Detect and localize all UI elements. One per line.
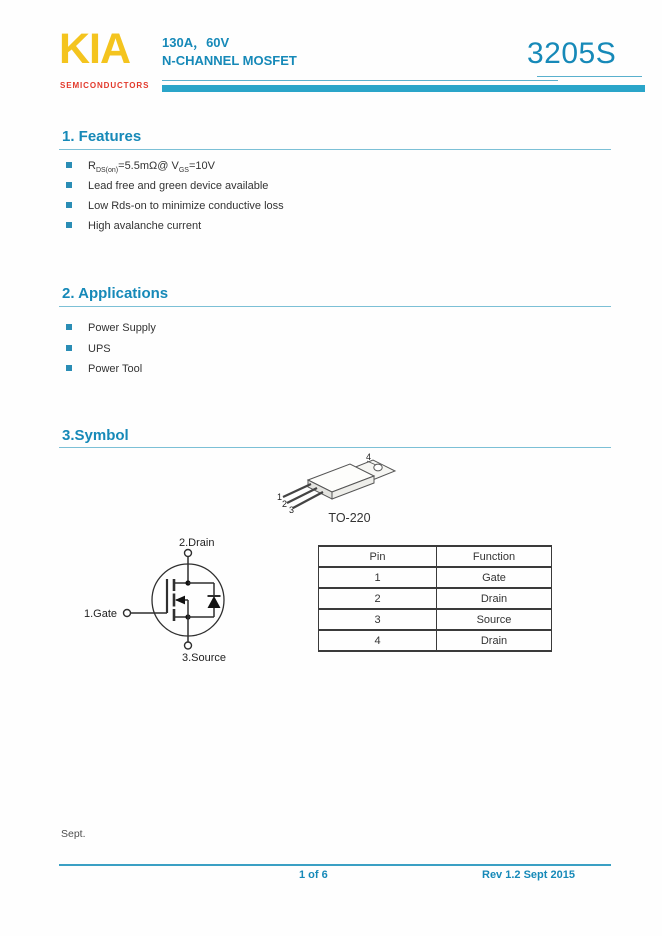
application-text: UPS bbox=[88, 343, 111, 355]
applications-heading: 2. Applications bbox=[62, 285, 169, 302]
features-heading: 1. Features bbox=[62, 128, 142, 145]
pin-cell: 1 bbox=[319, 567, 437, 588]
mosfet-symbol-drawing bbox=[72, 534, 252, 669]
feature-item bbox=[66, 220, 201, 232]
device-type: N-CHANNEL MOSFET bbox=[162, 53, 297, 68]
device-summary bbox=[162, 34, 297, 70]
applications-rule bbox=[59, 306, 611, 307]
part-number: 3205S bbox=[527, 37, 617, 70]
header-rule-thin bbox=[162, 80, 558, 81]
device-rating: 130A，60V bbox=[162, 35, 230, 50]
pin-cell: 3 bbox=[319, 609, 437, 630]
source-terminal bbox=[185, 642, 192, 649]
header-rule-thick bbox=[162, 85, 645, 92]
feature-text: Low Rds-on to minimize conductive loss bbox=[88, 200, 284, 212]
function-column-header: Function bbox=[437, 546, 552, 567]
page-number: 1 of 6 bbox=[299, 869, 328, 881]
lead-1 bbox=[283, 484, 311, 497]
lead-3 bbox=[293, 492, 323, 508]
drain-label: 2.Drain bbox=[179, 537, 215, 549]
pin2-label: 2 bbox=[282, 499, 288, 509]
application-text: Power Tool bbox=[88, 363, 143, 375]
revision-label: Rev 1.2 Sept 2015 bbox=[482, 869, 575, 881]
application-text: Power Supply bbox=[88, 322, 156, 334]
feature-item bbox=[66, 200, 284, 212]
gate-terminal bbox=[124, 610, 131, 617]
table-header-row bbox=[319, 546, 552, 567]
application-item bbox=[66, 322, 156, 334]
application-item bbox=[66, 343, 111, 355]
feature-item bbox=[66, 160, 215, 174]
bullet-square-icon bbox=[66, 345, 72, 351]
bullet-square-icon bbox=[66, 182, 72, 188]
tab-hole bbox=[374, 464, 382, 471]
bullet-square-icon bbox=[66, 162, 72, 168]
function-cell: Drain bbox=[437, 588, 552, 609]
bullet-square-icon bbox=[66, 222, 72, 228]
diode-triangle bbox=[208, 596, 221, 608]
brand-logo-subtitle: SEMICONDUCTORS bbox=[60, 81, 150, 90]
table-row bbox=[319, 588, 552, 609]
brand-logo: KIA bbox=[59, 25, 131, 73]
feature-item bbox=[66, 180, 268, 192]
bullet-square-icon bbox=[66, 324, 72, 330]
footer-rule bbox=[59, 864, 611, 866]
source-label: 3.Source bbox=[182, 652, 227, 664]
drain-terminal bbox=[185, 550, 192, 557]
table-row bbox=[319, 609, 552, 630]
pin4-label: 4 bbox=[366, 452, 372, 462]
pin-cell: 2 bbox=[319, 588, 437, 609]
bullet-square-icon bbox=[66, 365, 72, 371]
feature-text: High avalanche current bbox=[88, 220, 202, 232]
feature-text: Lead free and green device available bbox=[88, 180, 269, 192]
footer-note: Sept. bbox=[61, 828, 86, 840]
symbol-heading: 3.Symbol bbox=[62, 427, 129, 444]
symbol-rule bbox=[59, 447, 611, 448]
body-arrow-head bbox=[175, 596, 185, 605]
bullet-square-icon bbox=[66, 202, 72, 208]
table-row bbox=[319, 567, 552, 588]
lead-2 bbox=[287, 488, 317, 503]
function-cell: Drain bbox=[437, 630, 552, 651]
application-item bbox=[66, 363, 142, 375]
pin1-label: 1 bbox=[277, 492, 283, 502]
pin-cell: 4 bbox=[319, 630, 437, 651]
function-cell: Gate bbox=[437, 567, 552, 588]
package-name-label: TO-220 bbox=[328, 511, 371, 525]
feature-text: $R_{DS(on)}=5.5m\Omega@$ $V_{GS}=10V$ bbox=[88, 160, 215, 175]
header-rule-thin-right bbox=[537, 76, 642, 77]
features-rule bbox=[59, 149, 611, 150]
function-cell: Source bbox=[437, 609, 552, 630]
gate-label: 1.Gate bbox=[84, 608, 118, 620]
pin3-label: 3 bbox=[289, 505, 295, 515]
table-row bbox=[319, 630, 552, 651]
pin-column-header: Pin bbox=[319, 546, 437, 567]
pin-function-table bbox=[318, 545, 552, 652]
